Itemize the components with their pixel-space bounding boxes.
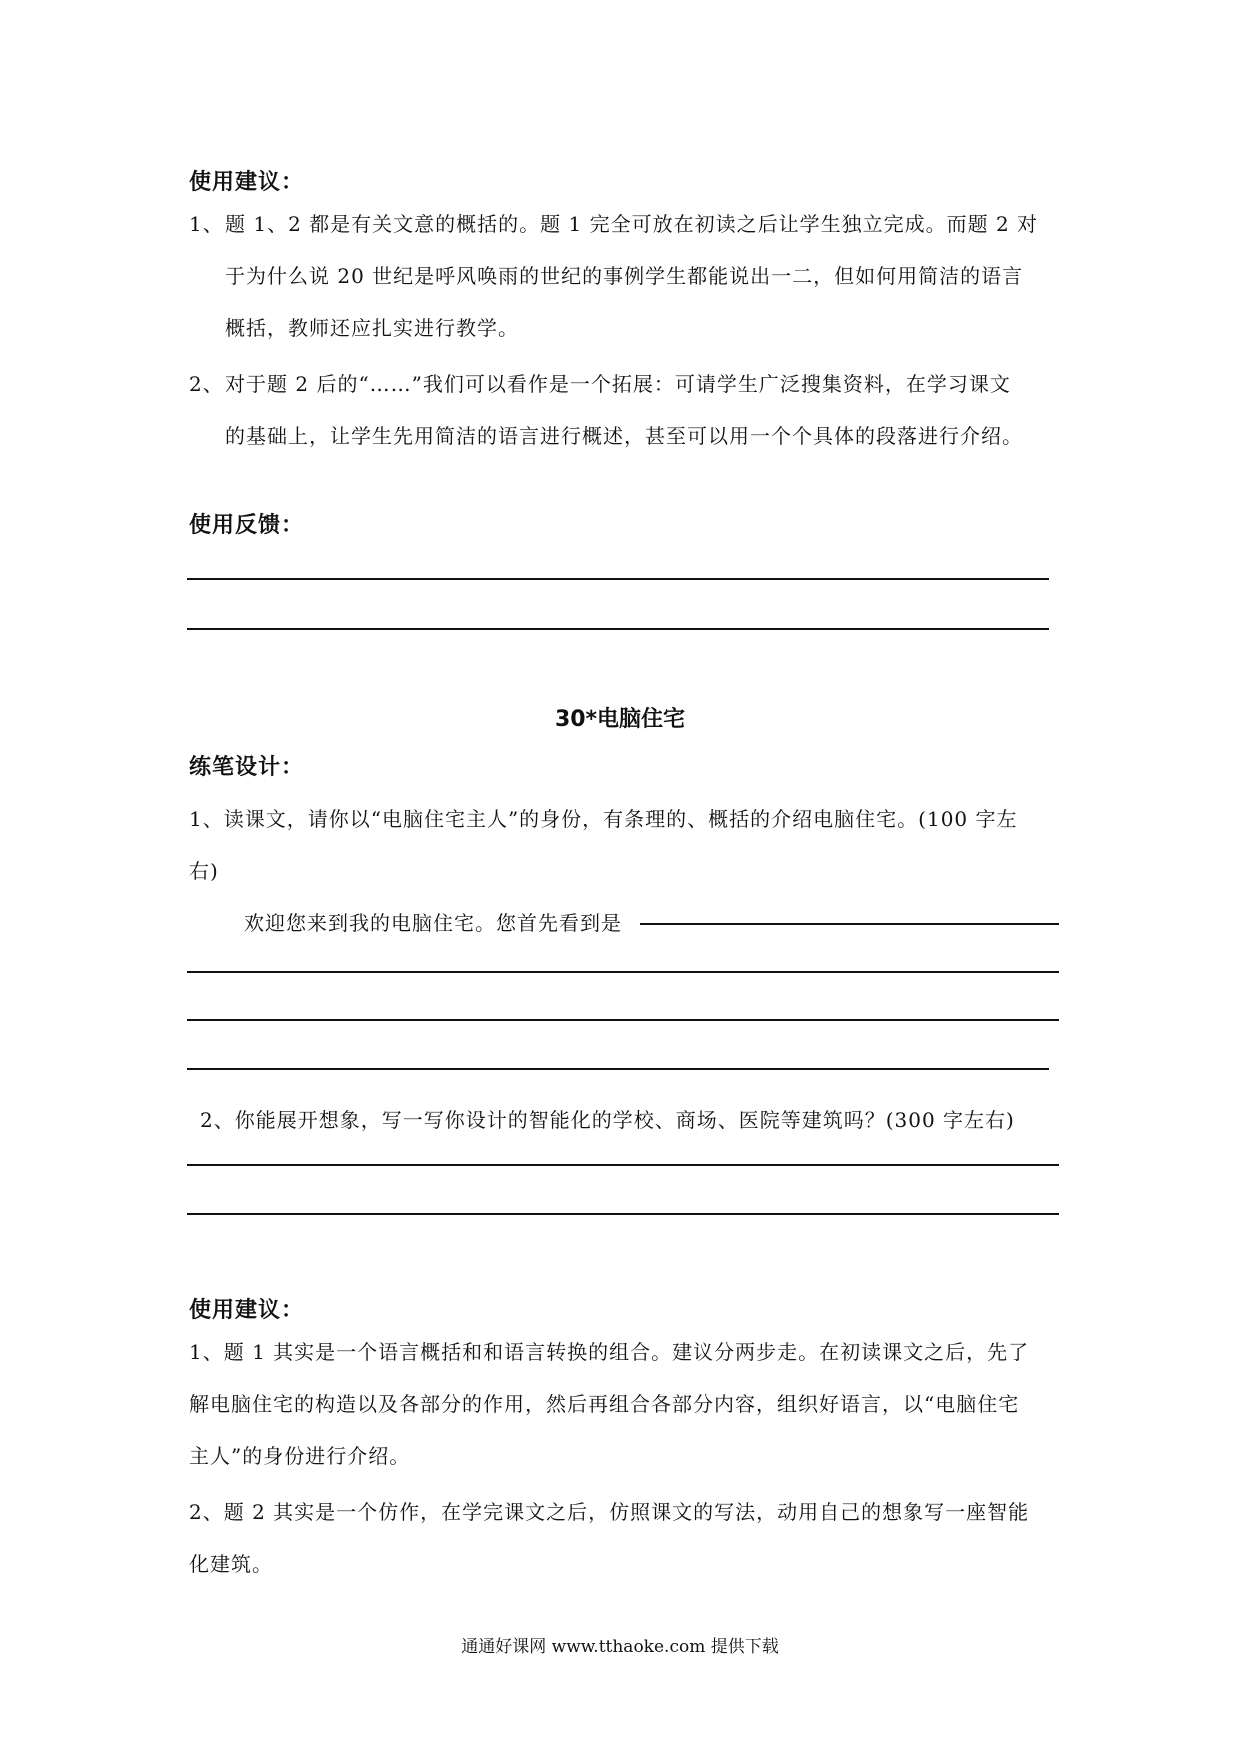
answer-line[interactable] (187, 1019, 1059, 1021)
question-line: 1、读课文，请你以“电脑住宅主人”的身份，有条理的、概括的介绍电脑住宅。(100 字左 (189, 807, 1018, 831)
answer-line[interactable] (187, 1068, 1049, 1070)
feedback-answer-line[interactable] (187, 578, 1049, 580)
usage-suggestions-heading-2: 使用建议： (189, 1297, 305, 1323)
footer-source: 通通好课网 www.tthaoke.com 提供下载 (461, 1637, 779, 1657)
feedback-answer-line[interactable] (187, 628, 1049, 630)
item-line: 解电脑住宅的构造以及各部分的作用，然后再组合各部分内容，组织好语言，以“电脑住宅 (189, 1392, 1020, 1416)
answer-line[interactable] (640, 923, 1059, 925)
question-2: 2、你能展开想象，写一写你设计的智能化的学校、商场、医院等建筑吗？(300 字左右) (200, 1108, 1015, 1132)
answer-line[interactable] (187, 1213, 1059, 1215)
usage-suggestions-heading-1: 使用建议： (189, 169, 305, 195)
usage-feedback-heading: 使用反馈： (189, 512, 305, 538)
writing-design-heading: 练笔设计： (189, 754, 305, 780)
item-line: 化建筑。 (189, 1552, 273, 1576)
answer-line[interactable] (187, 1164, 1059, 1166)
item-line: 2、题 2 其实是一个仿作，在学完课文之后，仿照课文的写法，动用自己的想象写一座智能 (189, 1500, 1030, 1524)
item-line: 概括，教师还应扎实进行教学。 (225, 316, 519, 340)
item-line: 题 1、2 都是有关文意的概括的。题 1 完全可放在初读之后让学生独立完成。而题 2 对 (225, 212, 1039, 236)
item-line: 主人”的身份进行介绍。 (189, 1444, 411, 1468)
item-number: 2、 (189, 372, 224, 396)
question-line: 右) (189, 859, 219, 883)
item-line: 1、题 1 其实是一个语言概括和和语言转换的组合。建议分两步走。在初读课文之后，先了 (189, 1340, 1030, 1364)
question-1-prompt-row (244, 897, 622, 949)
item-line: 于为什么说 20 世纪是呼风唤雨的世纪的事例学生都能说出一二，但如何用简洁的语言 (225, 264, 1024, 288)
answer-line[interactable] (187, 971, 1059, 973)
lesson-title: 30*电脑住宅 (554, 707, 686, 732)
item-number: 1、 (189, 212, 224, 236)
item-line: 对于题 2 后的“……”我们可以看作是一个拓展：可请学生广泛搜集资料，在学习课文 (225, 372, 1011, 396)
question-1-prompt: 欢迎您来到我的电脑住宅。您首先看到是 (244, 911, 622, 935)
item-line: 的基础上，让学生先用简洁的语言进行概述，甚至可以用一个个具体的段落进行介绍。 (225, 424, 1023, 448)
